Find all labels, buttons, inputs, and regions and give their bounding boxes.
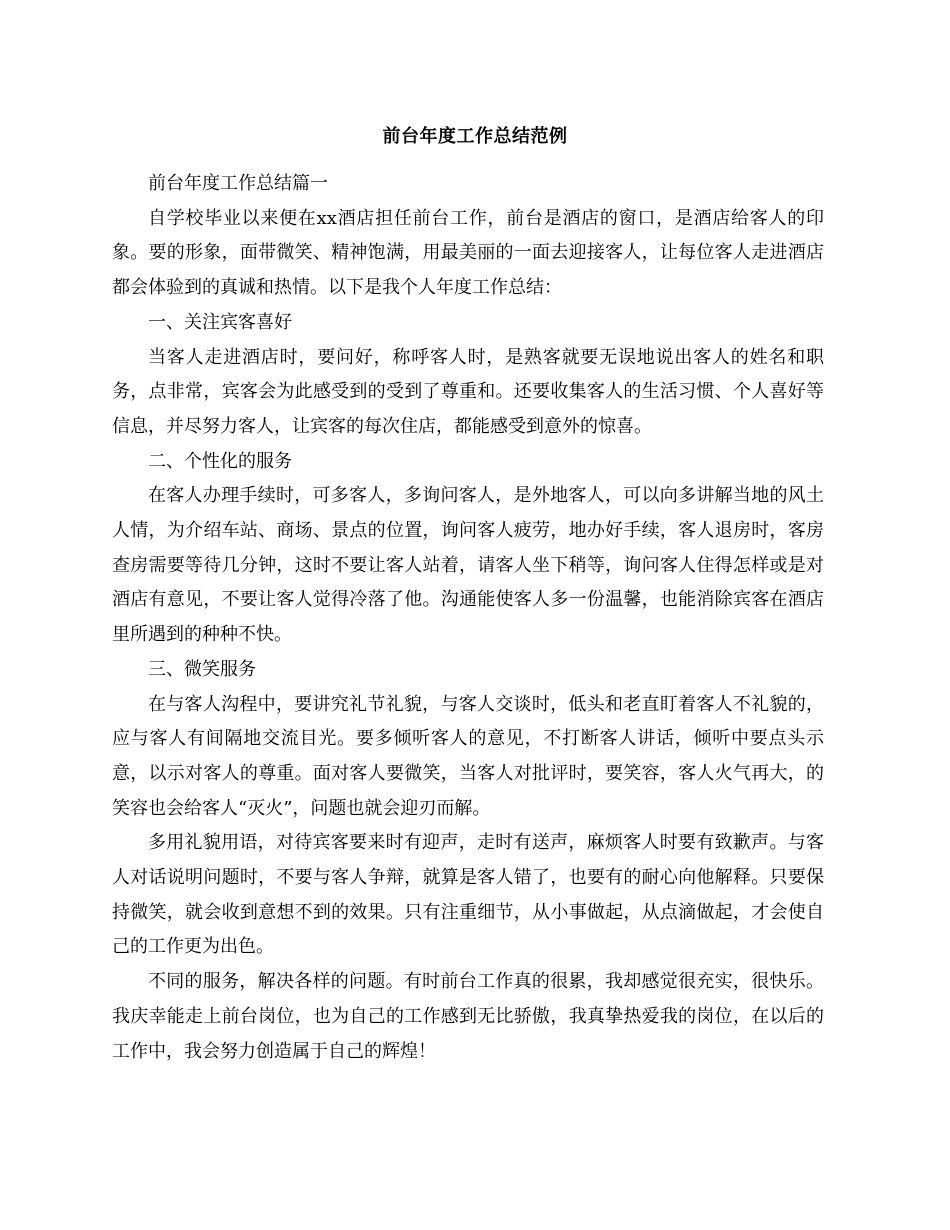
section-heading-2: 二、个性化的服务 (148, 450, 292, 472)
paragraph-4: 多用礼貌用语，对待宾客要来时有迎声，走时有送声，麻烦客人时要有致歉声。与客人对话说明问题时，不要与客人争辩，就算是客人错了，也要有的耐心向他解释。只要保持微笑，就会收到意想不到的效果。只有注重细节，从小事做起，从点滴做起，才会使自己的工作更为出色。 (112, 832, 824, 958)
paragraph-2: 在客人办理手续时，可多客人，多询问客人，是外地客人，可以向多讲解当地的风土人情，为介绍车站、商场、景点的位置，询问客人疲劳，地办好手续，客人退房时，客房查房需要等待几分钟，这时不要让客人站着，请客人坐下稍等，询问客人住得怎样或是对酒店有意见，不要让客人觉得冷落了他。沟通能使客人多一份温馨，也能消除宾客在酒店里所遇到的种种不快。 (112, 485, 824, 646)
document-title: 前台年度工作总结范例 (382, 126, 568, 147)
paragraph-conclusion: 不同的服务，解决各样的问题。有时前台工作真的很累，我却感觉很充实，很快乐。我庆幸能走上前台岗位，也为自己的工作感到无比骄傲，我真挚热爱我的岗位，在以后的工作中，我会努力创造属于自己的辉煌！ (112, 971, 824, 1062)
paragraph-1: 当客人走进酒店时，要问好，称呼客人时，是熟客就要无误地说出客人的姓名和职务，点非常，宾客会为此感受到的受到了尊重和。还要收集客人的生活习惯、个人喜好等信息，并尽努力客人，让宾客的每次住店，都能感受到意外的惊喜。 (112, 346, 824, 437)
section-heading-1: 一、关注宾客喜好 (148, 311, 292, 333)
paragraph-3: 在与客人沟程中，要讲究礼节礼貌，与客人交谈时，低头和老直盯着客人不礼貌的，应与客人有间隔地交流目光。要多倾听客人的意见，不打断客人讲话，倾听中要点头示意，以示对客人的尊重。面对客人要微笑，当客人对批评时，要笑容，客人火气再大，的笑容也会给客人“灭火”，问题也就会迎刃而解。 (112, 693, 824, 819)
section-heading-intro: 前台年度工作总结篇一 (148, 173, 328, 194)
section-heading-3: 三、微笑服务 (148, 658, 256, 680)
paragraph-intro: 自学校毕业以来便在xx酒店担任前台工作，前台是酒店的窗口，是酒店给客人的印象。要的形象，面带微笑、精神饱满，用最美丽的一面去迎接客人，让每位客人走进酒店都会体验到的真诚和热情。以下是我个人年度工作总结： (112, 207, 824, 299)
document-body (112, 167, 824, 1069)
